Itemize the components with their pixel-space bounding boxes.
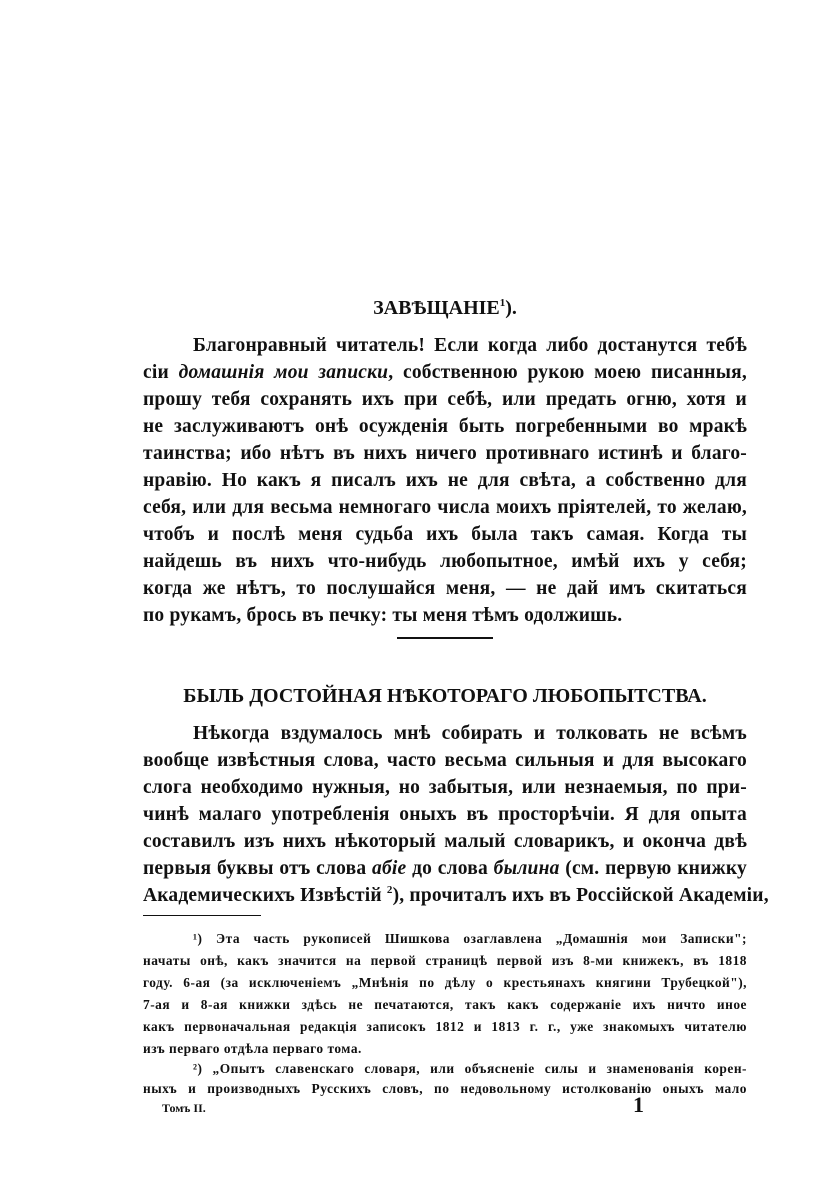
footnote-ref-1: 1 — [499, 297, 506, 309]
line-text: вообще извѣстныя слова, часто весьма сильныя и для высокаго — [143, 750, 747, 771]
italic-word: абіе — [372, 858, 407, 879]
line-text: прошу тебя сохранять ихъ при себѣ, или предать огню, хотя и — [143, 389, 747, 410]
footnote-line — [143, 975, 747, 991]
footnote-text: какъ первоначальная редакція записокъ 1812 и 1813 г. г., уже знакомыхъ читателю — [143, 1019, 747, 1034]
line-text: ), прочиталъ ихъ въ Россійской Академіи, — [392, 885, 769, 906]
italic-word: былина — [493, 858, 560, 879]
line-text: чтобъ и послѣ меня судьба ихъ была такъ самая. Когда ты — [143, 524, 747, 545]
line-text: Благонравный читатель! Если когда либо достанутся тебѣ — [193, 335, 747, 356]
paragraph-line — [193, 335, 747, 357]
paragraph-line — [143, 497, 747, 519]
paragraph-line — [143, 750, 747, 772]
title-end: ). — [505, 297, 517, 319]
footnote-text: году. 6-ая (за исключеніемъ „Мнѣнія по дѣлу о крестьянахъ княгини Трубецкой"), — [143, 975, 747, 990]
section-title-story — [143, 685, 747, 708]
footnote-line — [143, 1019, 747, 1035]
line-text: чинѣ малаго употребленія оныхъ въ просторѣчіи. Я для опыта — [143, 804, 747, 825]
line-text: Нѣкогда вздумалось мнѣ собирать и толковать не всѣмъ — [193, 723, 747, 744]
line-text: таинства; ибо нѣтъ въ нихъ ничего противнаго истинѣ и благо- — [143, 443, 747, 464]
paragraph-line — [143, 524, 747, 546]
line-text: не заслуживаютъ онѣ осужденія быть погребенными во мракѣ — [143, 416, 747, 437]
section-title-testament — [143, 297, 747, 320]
paragraph-line — [143, 362, 747, 384]
line-text: , собственною рукою моею писанныя, — [388, 362, 747, 383]
line-text: составилъ изъ нихъ нѣкоторый малый словарикъ, и окончa двѣ — [143, 831, 747, 852]
paragraph-line — [143, 605, 747, 627]
footnote-text: 7-ая и 8-ая книжки здѣсь не печатаются, такъ какъ содержаніе ихъ ничто иное — [143, 997, 747, 1012]
paragraph-line — [143, 884, 769, 907]
line-text: себя, или для весьма немногаго числа моихъ пріятелей, то желаю, — [143, 497, 747, 518]
footnote-line — [143, 953, 747, 969]
paragraph-line — [143, 831, 747, 853]
line-text: Академическихъ Извѣстій — [143, 885, 387, 906]
title-text: ЗАВѢЩАНІЕ — [373, 297, 500, 319]
paragraph-line — [143, 777, 747, 799]
footnote-text: ¹) Эта часть рукописей Шишкова озаглавлена „Домашнія мои Записки"; — [193, 931, 747, 946]
footnote-line — [143, 997, 747, 1013]
line-text: до слова — [406, 858, 494, 879]
footnote-line — [143, 1041, 747, 1057]
volume-signature: Томъ II. — [162, 1101, 206, 1115]
footnote-text: ²) „Опытъ славенскаго словаря, или объясненіе силы и знаменованія корен- — [193, 1061, 747, 1076]
paragraph-line — [143, 578, 747, 600]
line-text: сіи — [143, 362, 179, 383]
footnote-line — [143, 1081, 747, 1097]
section-divider — [397, 637, 493, 639]
paragraph-line — [143, 470, 747, 492]
line-text: первыя буквы отъ слова — [143, 858, 373, 879]
paragraph-line — [143, 416, 747, 438]
paragraph-line — [143, 858, 747, 880]
paragraph-line — [193, 723, 747, 745]
title-text: БЫЛЬ ДОСТОЙНАЯ НѢКОТОРАГО ЛЮБОПЫТСТВА. — [183, 685, 707, 707]
footnote-text: изъ перваго отдѣла перваго тома. — [143, 1041, 362, 1056]
line-text: когда же нѣтъ, то послушайся меня, — не дай имъ скитаться — [143, 578, 747, 599]
paragraph-line — [143, 804, 747, 826]
line-text: нравію. Но какъ я писалъ ихъ не для свѣта, а собственно для — [143, 470, 747, 491]
line-text: (см. первую книжку — [559, 858, 747, 879]
footnote-line — [193, 1061, 747, 1077]
paragraph-line — [143, 551, 747, 573]
footnote-rule — [143, 915, 261, 916]
footnote-text: ныхъ и производныхъ Русскихъ словъ, по недовольному истолкованію оныхъ мало — [143, 1081, 747, 1096]
footnote-line — [193, 931, 747, 947]
footnote-ref-2: 2 — [386, 884, 393, 896]
page-number: 1 — [633, 1092, 644, 1117]
paragraph-line — [143, 443, 747, 465]
footnote-text: начаты онѣ, какъ значится на первой страницѣ первой изъ 8-ми книжекъ, въ 1818 — [143, 953, 747, 968]
line-text: слога необходимо нужныя, но забытыя, или незнаемыя, по при- — [143, 777, 747, 798]
line-text: по рукамъ, брось въ печку: ты меня тѣмъ одолжишь. — [143, 605, 623, 626]
italic-phrase: домашнія мои записки — [178, 362, 389, 383]
paragraph-line — [143, 389, 747, 411]
line-text: найдешь въ нихъ что-нибудь любопытное, имѣй ихъ у себя; — [143, 551, 747, 572]
